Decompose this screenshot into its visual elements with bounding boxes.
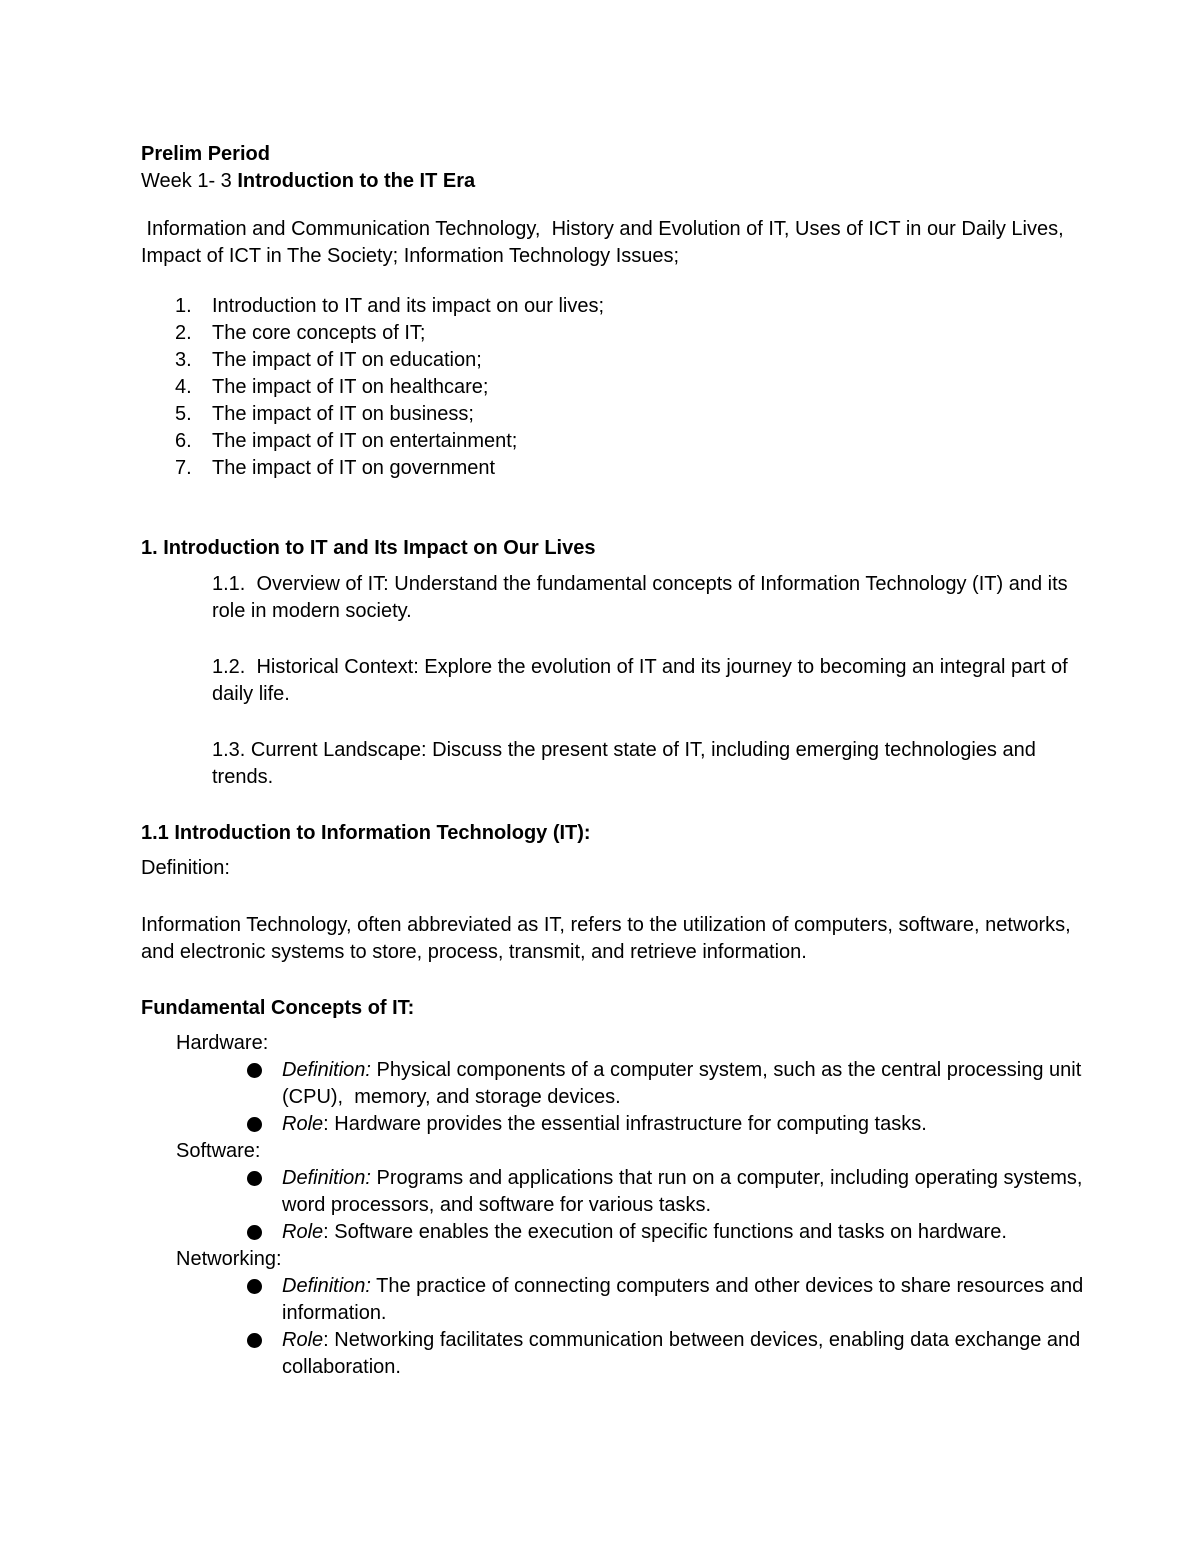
- bullet-item: [282, 1327, 1081, 1381]
- concept-software: [176, 1138, 1083, 1246]
- list-item: [141, 374, 1071, 401]
- list-item: [141, 347, 1071, 374]
- subsection-line: 1.2. Historical Context: Explore the evolution of IT and its journey to becoming an integral part of: [212, 656, 1068, 678]
- concept-networking: [176, 1246, 1084, 1381]
- list-item: [141, 428, 1071, 455]
- bullet-line: [282, 1327, 1081, 1354]
- bullet-line: information.: [282, 1302, 387, 1324]
- bullet-icon: [247, 1117, 262, 1132]
- bullet-icon: [247, 1333, 262, 1348]
- definition-text: The practice of connecting computers and other devices to share resources and: [370, 1275, 1084, 1297]
- subsection-item: [212, 654, 1071, 708]
- bullet-line: (CPU), memory, and storage devices.: [282, 1086, 621, 1108]
- list-text: Introduction to IT and its impact on our lives;: [212, 295, 605, 317]
- list-text: The impact of IT on healthcare;: [212, 376, 489, 398]
- subsection-item: [212, 571, 1071, 625]
- bullet-item: [282, 1057, 1082, 1111]
- list-number: 1.: [175, 295, 192, 317]
- subsection-line: role in modern society.: [212, 600, 412, 622]
- bullet-line: collaboration.: [282, 1356, 401, 1378]
- definition-text: Physical components of a computer system, such as the central processing unit: [370, 1059, 1082, 1081]
- concept-bullets: [176, 1165, 1083, 1246]
- bullet-line: [282, 1057, 1082, 1084]
- list-number: 2.: [175, 322, 192, 344]
- list-text: The impact of IT on entertainment;: [212, 430, 518, 452]
- week-prefix: Week 1- 3: [141, 170, 238, 192]
- week-line: [141, 168, 1071, 195]
- bullet-item: [282, 1111, 1071, 1138]
- bullet-icon: [247, 1225, 262, 1240]
- list-text: The core concepts of IT;: [212, 322, 426, 344]
- role-term: Role: [282, 1329, 324, 1351]
- subsection-heading: 1.1 Introduction to Information Technology (IT):: [141, 822, 591, 844]
- concept-name: Software:: [176, 1140, 261, 1162]
- bullet-line: [282, 1273, 1084, 1300]
- fundamentals-heading: Fundamental Concepts of IT:: [141, 997, 415, 1019]
- subsection-line: daily life.: [212, 683, 290, 705]
- list-number: 4.: [175, 376, 192, 398]
- role-term: Role: [282, 1113, 324, 1135]
- topic-list: [141, 293, 1071, 482]
- list-number: 6.: [175, 430, 192, 452]
- bullet-item: [282, 1273, 1084, 1327]
- topics-line-2: Impact of ICT in The Society; Information Technology Issues;: [141, 245, 680, 267]
- concept-name: Networking:: [176, 1248, 282, 1270]
- definition-label: Definition:: [141, 857, 230, 879]
- list-number: 3.: [175, 349, 192, 371]
- list-text: The impact of IT on education;: [212, 349, 482, 371]
- bullet-line: [282, 1219, 1071, 1246]
- definition-paragraph: [141, 912, 1071, 966]
- role-term: Role: [282, 1221, 324, 1243]
- bullet-icon: [247, 1063, 262, 1078]
- list-text: The impact of IT on business;: [212, 403, 474, 425]
- section-subitems: [212, 571, 1071, 791]
- topics-line-1: Information and Communication Technology, History and Evolution of IT, Uses of ICT in our Daily Lives,: [141, 218, 1064, 240]
- concept-name: Hardware:: [176, 1032, 269, 1054]
- subsection-item: [212, 737, 1071, 791]
- topics-paragraph: [141, 216, 1071, 270]
- period-title: Prelim Period: [141, 143, 270, 165]
- list-item: [141, 401, 1071, 428]
- list-item: [141, 320, 1071, 347]
- document-page: [141, 141, 1084, 1381]
- subsection-line: 1.3. Current Landscape: Discuss the present state of IT, including emerging technologies and: [212, 739, 1036, 761]
- section-heading: 1. Introduction to IT and Its Impact on Our Lives: [141, 537, 596, 559]
- week-title: Introduction to the IT Era: [237, 170, 476, 192]
- bullet-line: [282, 1165, 1083, 1192]
- list-item: [141, 293, 1071, 320]
- role-text: : Hardware provides the essential infrastructure for computing tasks.: [323, 1113, 927, 1135]
- role-text: : Networking facilitates communication between devices, enabling data exchange and: [323, 1329, 1081, 1351]
- subsection-line: 1.1. Overview of IT: Understand the fundamental concepts of Information Technology (IT) and its: [212, 573, 1068, 595]
- definition-line: and electronic systems to store, process, transmit, and retrieve information.: [141, 941, 807, 963]
- bullet-line: word processors, and software for various tasks.: [282, 1194, 712, 1216]
- list-number: 7.: [175, 457, 192, 479]
- list-item: [141, 455, 1071, 482]
- concept-bullets: [176, 1273, 1084, 1381]
- definition-term: Definition:: [282, 1167, 371, 1189]
- concept-bullets: [176, 1057, 1082, 1138]
- definition-term: Definition:: [282, 1059, 371, 1081]
- bullet-item: [282, 1165, 1083, 1219]
- definition-text: Programs and applications that run on a computer, including operating systems,: [370, 1167, 1083, 1189]
- list-number: 5.: [175, 403, 192, 425]
- definition-line: Information Technology, often abbreviated as IT, refers to the utilization of computers, software, networks,: [141, 914, 1071, 936]
- bullet-line: [282, 1111, 1071, 1138]
- bullet-icon: [247, 1171, 262, 1186]
- role-text: : Software enables the execution of specific functions and tasks on hardware.: [323, 1221, 1007, 1243]
- definition-term: Definition:: [282, 1275, 371, 1297]
- bullet-item: [282, 1219, 1071, 1246]
- concept-hardware: [176, 1030, 1082, 1138]
- bullet-icon: [247, 1279, 262, 1294]
- subsection-line: trends.: [212, 766, 274, 788]
- list-text: The impact of IT on government: [212, 457, 496, 479]
